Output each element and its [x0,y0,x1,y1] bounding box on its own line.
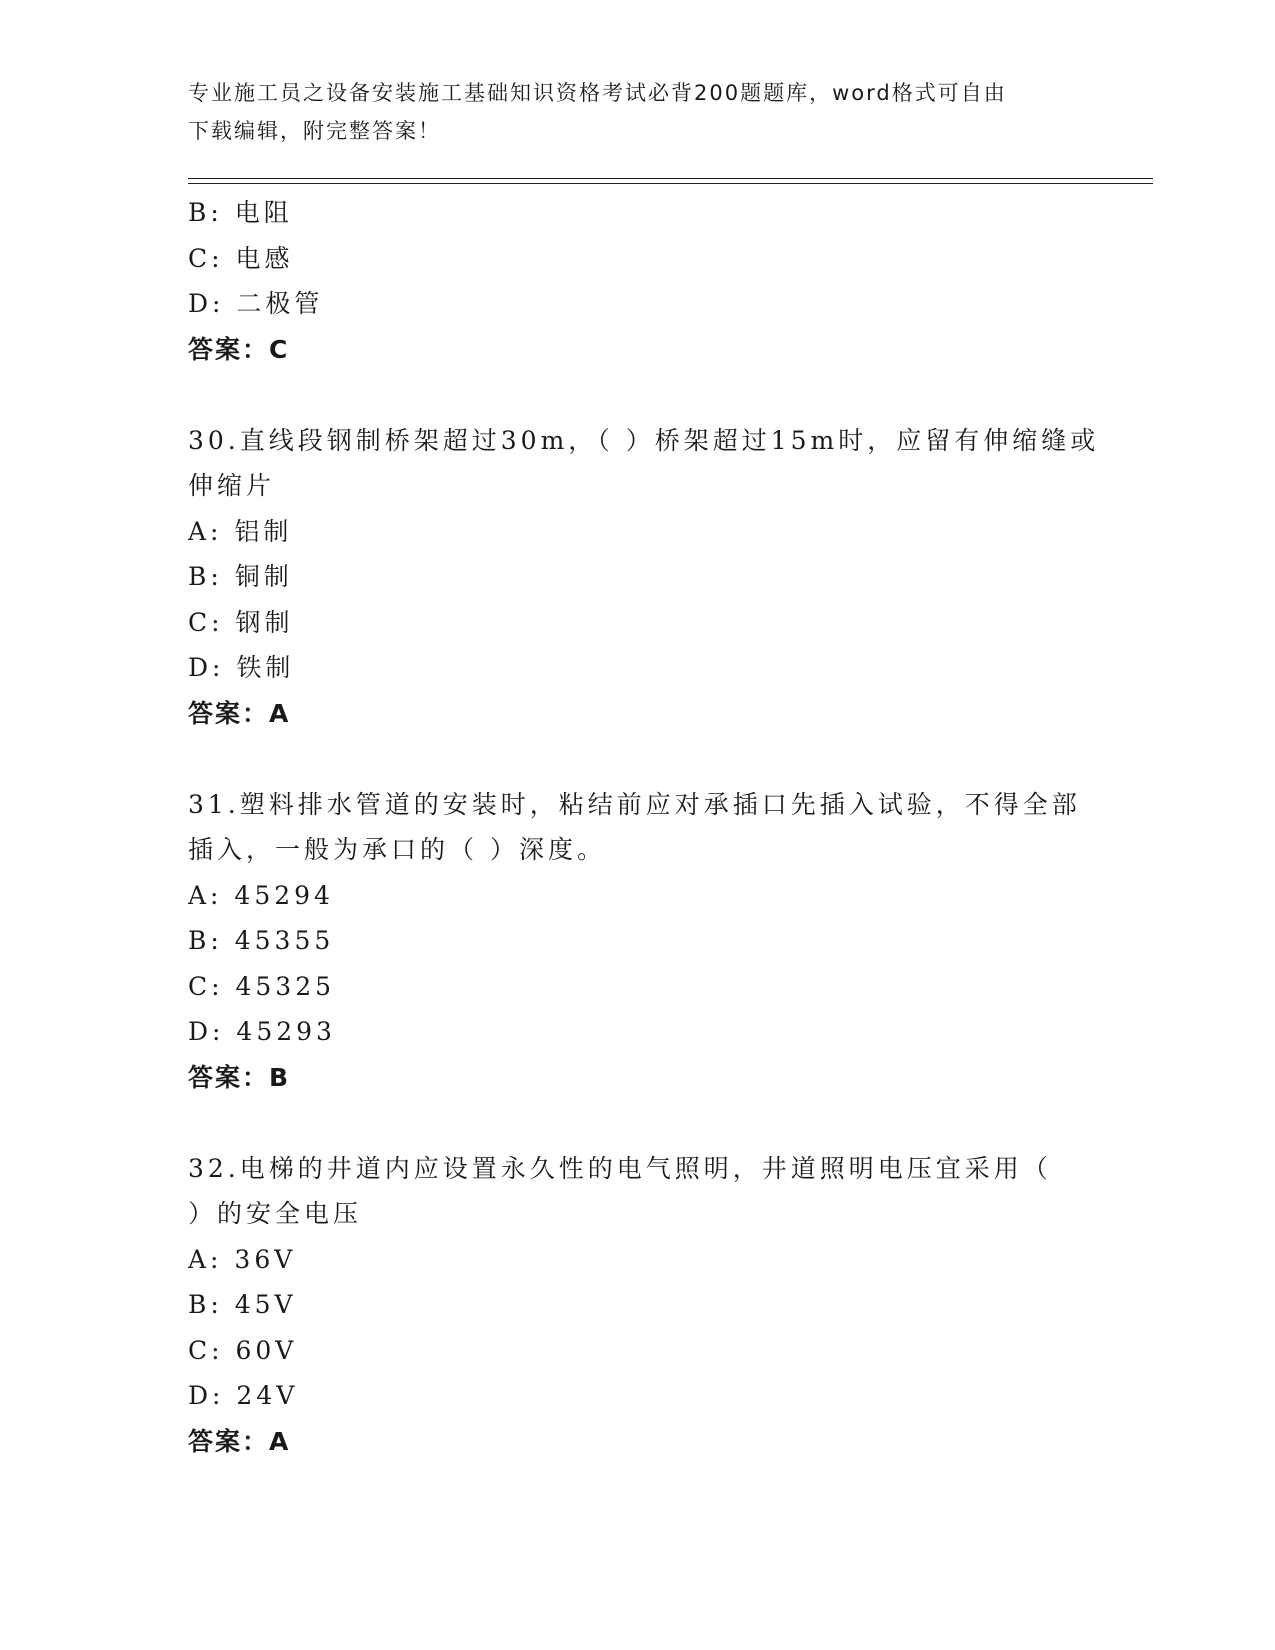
spacer [188,1100,1088,1146]
document-header [188,74,1088,150]
option-c: C: 45325 [188,971,336,1001]
spacer [188,736,1088,782]
option-c: C: 钢制 [188,607,294,637]
question-text-line-2: ）的安全电压 [188,1199,363,1228]
option-d: D: 铁制 [188,653,295,682]
option-a: A: 45294 [188,880,334,910]
answer-line: 答案：C [188,334,290,364]
answer-line: 答案：A [188,1426,291,1456]
previous-question-block [188,190,1088,372]
question-text-line-1: 32.电梯的井道内应设置永久性的电气照明，井道照明电压宜采用（ [188,1153,1052,1183]
header-line-1: 专业施工员之设备安装施工基础知识资格考试必背200题题库，word格式可自由 [188,81,1007,105]
option-b: B: 45V [188,1290,297,1319]
question-block-30 [188,418,1100,737]
option-c: C: 电感 [188,243,294,273]
option-d: D: 45293 [188,1017,336,1046]
option-a: A: 铝制 [188,516,293,546]
option-d: D: 二极管 [188,289,324,318]
question-text-line-1: 30.直线段钢制桥架超过30m，（ ）桥架超过15m时，应留有伸缩缝或 [188,425,1100,455]
question-content [188,190,1100,1464]
header-divider-top [188,178,1153,179]
option-b: B: 电阻 [188,198,293,227]
option-b: B: 铜制 [188,562,293,591]
question-text-line-1: 31.塑料排水管道的安装时，粘结前应对承插口先插入试验，不得全部 [188,789,1081,819]
question-block-32 [188,1146,1088,1465]
question-text-line-2: 伸缩片 [188,471,276,500]
option-a: A: 36V [188,1244,297,1274]
option-c: C: 60V [188,1335,298,1365]
spacer [188,372,1088,418]
option-d: D: 24V [188,1381,299,1410]
answer-line: 答案：A [188,698,291,728]
answer-line: 答案：B [188,1062,291,1092]
option-b: B: 45355 [188,926,335,955]
question-text-line-2: 插入，一般为承口的（ ）深度。 [188,835,606,864]
header-divider-bottom [188,183,1153,184]
header-line-2: 下载编辑，附完整答案！ [188,119,441,143]
question-block-31 [188,782,1088,1101]
